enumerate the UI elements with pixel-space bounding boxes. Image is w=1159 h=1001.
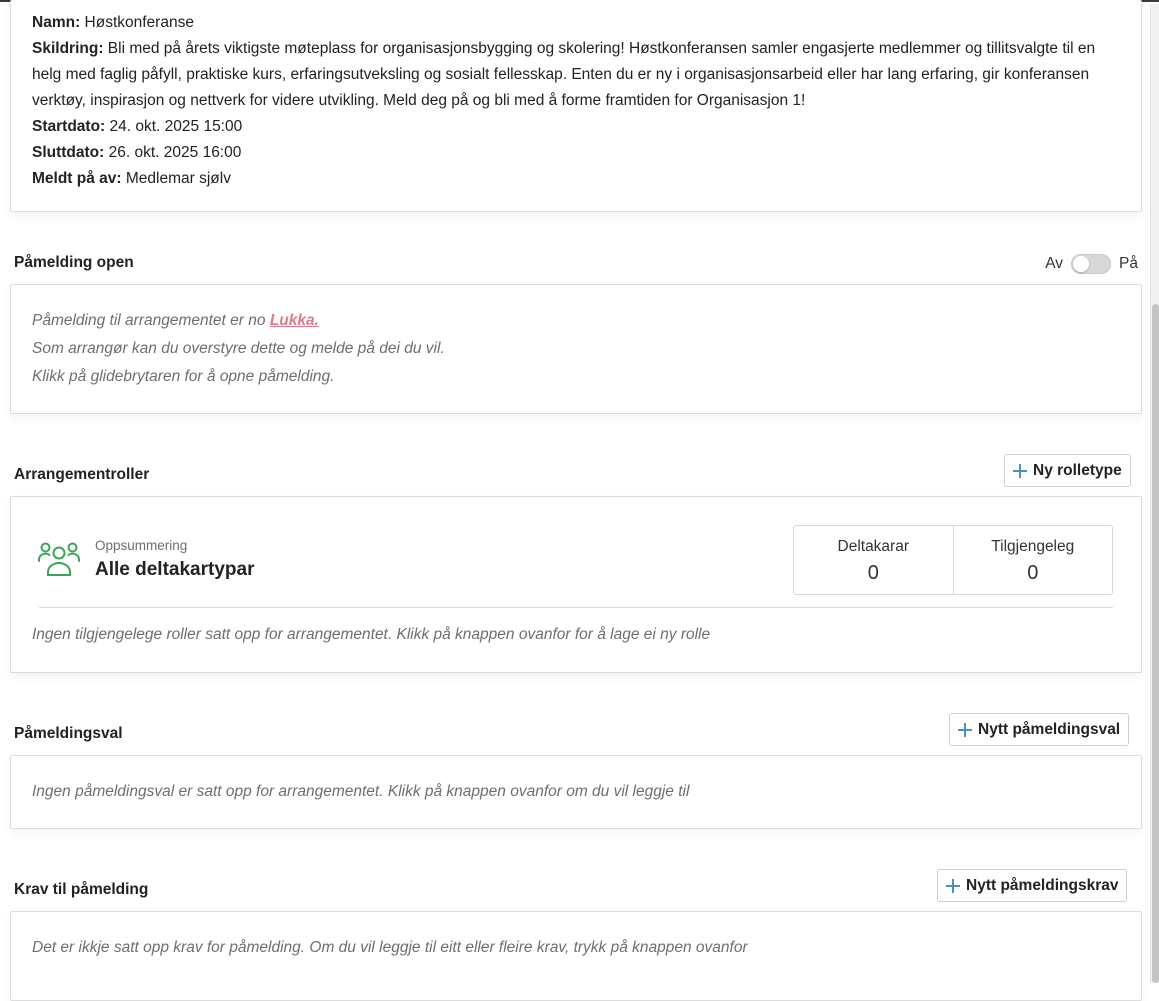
event-signup-by-label: Meldt på av: <box>32 170 122 187</box>
roles-divider <box>39 607 1113 608</box>
registration-status-prefix: Påmelding til arrangementet er no <box>32 312 270 329</box>
page-scrollbar[interactable] <box>1150 4 1159 983</box>
registration-override-text: Som arrangør kan du overstyre dette og melde på dei du vil. <box>32 340 445 357</box>
roles-card <box>10 496 1142 673</box>
event-start-value: 24. okt. 2025 15:00 <box>109 118 243 135</box>
people-icon <box>38 541 80 577</box>
new-option-label: Nytt påmeldingsval <box>978 720 1121 738</box>
toggle-off-label: Av <box>1045 255 1064 272</box>
event-signup-by-value: Medlemar sjølv <box>125 170 231 187</box>
registration-status-line <box>32 307 1120 335</box>
options-empty-text: Ingen påmeldingsval er satt opp for arrangementet. Klikk på knappen ovanfor om du vil leggje til <box>32 783 690 800</box>
toggle-on-label: På <box>1119 255 1138 272</box>
toggle-knob <box>1073 256 1089 272</box>
event-name-row <box>32 10 1120 36</box>
registration-section-title: Påmelding open <box>14 254 134 271</box>
registration-card <box>10 284 1142 414</box>
plus-icon <box>958 723 972 737</box>
scrollbar-thumb[interactable] <box>1152 304 1159 983</box>
registration-toggle-hint: Klikk på glidebrytaren for å opne påmelding. <box>32 368 335 385</box>
event-start-row <box>32 114 1120 140</box>
available-stat <box>953 526 1113 594</box>
role-stats <box>793 525 1113 595</box>
roles-empty-text: Ingen tilgjengelege roller satt opp for arrangementet. Klikk på knappen ovanfor for å lage ei ny rolle <box>32 626 711 643</box>
new-role-type-label: Ny rolletype <box>1033 461 1122 479</box>
new-role-type-button[interactable] <box>1004 454 1131 487</box>
requirements-card <box>10 911 1142 1001</box>
event-end-value: 26. okt. 2025 16:00 <box>108 144 242 161</box>
options-section-title: Påmeldingsval <box>14 725 123 742</box>
event-description-label: Skildring: <box>32 40 104 57</box>
requirements-section-title: Krav til påmelding <box>14 881 149 898</box>
participants-stat <box>794 526 953 594</box>
event-start-label: Startdato: <box>32 118 106 135</box>
available-label: Tilgjengeleg <box>991 538 1075 555</box>
registration-toggle-group <box>1045 254 1138 274</box>
summary-title: Alle deltakartypar <box>95 559 255 580</box>
plus-icon <box>1013 464 1027 478</box>
registration-closed-status: Lukka. <box>269 312 319 329</box>
plus-icon <box>946 879 960 893</box>
new-option-button[interactable] <box>949 713 1129 746</box>
new-requirement-button[interactable] <box>937 869 1127 902</box>
participants-value: 0 <box>867 562 879 584</box>
available-value: 0 <box>1027 562 1039 584</box>
event-description-value: Bli med på årets viktigste møteplass for organisasjonsbygging og skolering! Høstkonferansen samler engasjerte medlemmer og tillitsvalgte til en helg med faglig påfyll, praktiske kurs, erfaringsutveksling og sosialt fellesskap. Enten du er ny i organisasjonsarbeid eller har lang erfaring, gir konferansen verktøy, inspirasjon og nettverk for videre utvikling. Meld deg på og bli med å forme framtiden for Organisasjon 1! <box>32 40 1096 109</box>
event-end-row <box>32 140 1120 166</box>
new-requirement-label: Nytt påmeldingskrav <box>966 876 1119 894</box>
summary-label: Oppsummering <box>95 538 188 553</box>
event-description-row <box>32 36 1120 114</box>
event-info-card <box>10 0 1142 212</box>
event-name-label: Namn: <box>32 14 81 31</box>
roles-section-title: Arrangementroller <box>14 466 150 483</box>
participants-label: Deltakarar <box>837 538 909 555</box>
registration-toggle[interactable] <box>1071 254 1111 274</box>
event-signup-by-row <box>32 166 1120 192</box>
requirements-empty-text: Det er ikkje satt opp krav for påmelding. Om du vil leggje til eitt eller fleire krav, trykk på knappen ovanfor <box>32 939 748 956</box>
event-end-label: Sluttdato: <box>32 144 105 161</box>
options-card <box>10 755 1142 829</box>
event-name-value: Høstkonferanse <box>84 14 194 31</box>
